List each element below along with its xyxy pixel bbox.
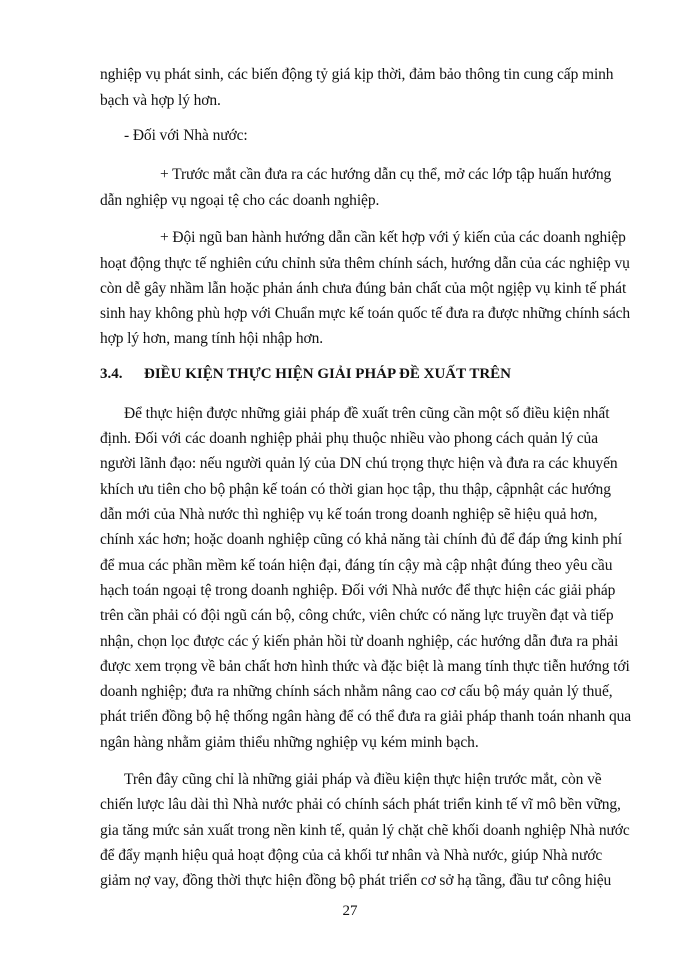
paragraph-line: nhận, chọn lọc được các ý kiến phản hồi từ doanh nghiệp, các hướng dẫn đưa ra phải (100, 633, 619, 650)
paragraph-line: ngân hàng nhằm giảm thiểu những nghiệp vụ kém minh bạch. (100, 734, 479, 751)
state-label: - Đối với Nhà nước: (124, 127, 248, 144)
paragraph-line: hạch toán ngoại tệ trong doanh nghiệp. Đối với Nhà nước để thực hiện các giải pháp (100, 582, 616, 599)
paragraph-line: gia tăng mức sản xuất trong nền kinh tế, quản lý chặt chẽ khối doanh nghiệp Nhà nước (100, 822, 630, 839)
paragraph-line: bạch và hợp lý hơn. (100, 92, 221, 109)
paragraph-line: phát triển đồng bộ hệ thống ngân hàng để có thể đưa ra giải pháp thanh toán nhanh qua (100, 708, 632, 725)
bullet-line: sinh hay không phù hợp với Chuẩn mực kế toán quốc tế đưa ra được những chính sách (100, 305, 631, 322)
page-number: 27 (342, 903, 358, 919)
paragraph-line: nghiệp vụ phát sinh, các biến động tỷ giá kịp thời, đảm bảo thông tin cung cấp minh (100, 66, 614, 83)
bullet-line: dẫn nghiệp vụ ngoại tệ cho các doanh nghiệp. (100, 192, 380, 209)
paragraph-line: chính xác hơn; hoặc doanh nghiệp cũng có khả năng tài chính đủ để đáp ứng kinh phí (100, 531, 622, 548)
paragraph-line: định. Đối với các doanh nghiệp phải phụ thuộc nhiều vào phong cách quản lý của (100, 430, 598, 447)
bullet-line: hoạt động thực tế nghiên cứu chỉnh sửa thêm chính sách, hướng dẫn của các nghiệp vụ (100, 255, 630, 272)
paragraph-line: dẫn mới của Nhà nước thì nghiệp vụ kế toán trong doanh nghiệp sẽ hiệu quả hơn, (100, 506, 598, 523)
bullet-line: + Đội ngũ ban hành hướng dẫn cần kết hợp với ý kiến của các doanh nghiệp (160, 229, 626, 246)
paragraph-line: giảm nợ vay, đồng thời thực hiện đồng bộ phát triển cơ sở hạ tầng, đầu tư công hiệu (100, 872, 612, 889)
paragraph-line: khích ưu tiên cho bộ phận kế toán có thời gian học tập, thu thập, cậpnhật các hướng (100, 481, 611, 498)
paragraph-line: chiến lược lâu dài thì Nhà nước phải có chính sách phát triển kinh tế vĩ mô bền vững, (100, 796, 621, 813)
paragraph-line: Trên đây cũng chỉ là những giải pháp và điều kiện thực hiện trước mắt, còn về (124, 771, 602, 788)
section-title: ĐIỀU KIỆN THỰC HIỆN GIẢI PHÁP ĐỀ XUẤT TRÊN (144, 366, 512, 382)
paragraph-line: để mua các phần mềm kế toán hiện đại, đáng tín cậy mà cập nhật đúng theo yêu cầu (100, 557, 613, 574)
paragraph-line: Để thực hiện được những giải pháp đề xuất trên cũng cần một số điều kiện nhất (124, 405, 610, 422)
paragraph-line: doanh nghiệp; đưa ra những chính sách nhằm nâng cao cơ cấu bộ máy quản lý thuế, (100, 683, 613, 700)
paragraph-line: để đẩy mạnh hiệu quả hoạt động của cả khối tư nhân và Nhà nước, giúp Nhà nước (100, 847, 603, 864)
paragraph-line: người lãnh đạo: nếu người quản lý của DN chú trọng thực hiện và đưa ra các khuyến (100, 455, 618, 472)
paragraph-line: được xem trọng về bản chất hơn hình thức và đặc biệt là mang tính thực tiễn hướng tới (100, 658, 630, 675)
bullet-line: + Trước mắt cần đưa ra các hướng dẫn cụ thể, mở các lớp tập huấn hướng (160, 166, 612, 183)
bullet-line: còn dễ gây nhầm lẫn hoặc phản ánh chưa đúng bản chất của một ngịệp vụ kinh tế phát (100, 280, 627, 297)
bullet-line: hợp lý hơn, mang tính hội nhập hơn. (100, 330, 324, 347)
section-number: 3.4. (100, 366, 123, 382)
paragraph-line: trên cần phải có đội ngũ cán bộ, công chức, viên chức có năng lực truyền đạt và tiếp (100, 607, 614, 624)
